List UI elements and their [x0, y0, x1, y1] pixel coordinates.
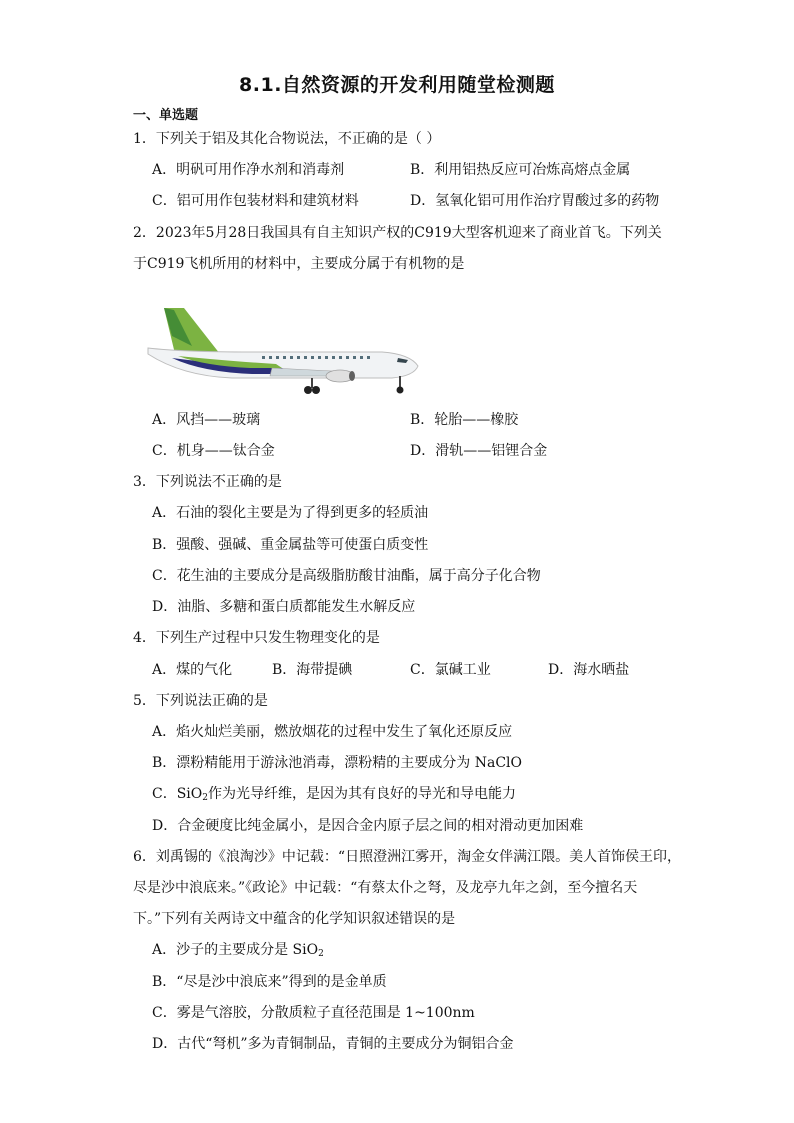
question-5-option-d: D．合金硬度比纯金属小，是因合金内原子层之间的相对滑动更加困难: [152, 818, 584, 834]
question-3-option-c: C．花生油的主要成分是高级脂肪酸甘油酯，属于高分子化合物: [152, 568, 541, 584]
question-5-option-a: A．焰火灿烂美丽，燃放烟花的过程中发生了氧化还原反应: [152, 724, 513, 740]
question-1-option-b: B．利用铝热反应可冶炼高熔点金属: [410, 162, 631, 178]
question-2-stem-line-1: 2．2023年5月28日我国具有自主知识产权的C919大型客机迎来了商业首飞。下列关: [133, 225, 662, 241]
question-3-stem: 3．下列说法不正确的是: [133, 474, 282, 490]
question-5-stem: 5．下列说法正确的是: [133, 693, 268, 709]
question-6-stem-line-2: 尽是沙中浪底来。”《政论》中记载：“有蔡太仆之弩，及龙亭九年之剑，至今擅名天: [133, 880, 638, 896]
question-1-option-a: A．明矾可用作净水剂和消毒剂: [152, 162, 345, 178]
question-4-option-b: B．海带提碘: [272, 662, 353, 678]
question-3-option-b: B．强酸、强碱、重金属盐等可使蛋白质变性: [152, 537, 429, 553]
question-2-option-a: A．风挡——玻璃: [152, 412, 261, 428]
question-4-option-a: A．煤的气化: [152, 662, 233, 678]
question-5-option-c: C．SiO$_2$作为光导纤维，是因为其有良好的导光和导电能力: [152, 786, 516, 803]
question-2-option-b: B．轮胎——橡胶: [410, 412, 519, 428]
question-4-option-d: D．海水晒盐: [548, 662, 630, 678]
question-2-stem-line-2: 于C919飞机所用的材料中，主要成分属于有机物的是: [133, 256, 465, 272]
question-1-stem: 1．下列关于铝及其化合物说法，不正确的是（ ）: [133, 131, 441, 147]
question-1-option-d: D．氢氧化铝可用作治疗胃酸过多的药物: [410, 193, 660, 209]
question-5-option-b: B．漂粉精能用于游泳池消毒，漂粉精的主要成分为 NaClO: [152, 755, 523, 771]
question-1-option-c: C．铝可用作包装材料和建筑材料: [152, 193, 359, 209]
section-heading: 一、单选题: [133, 108, 199, 123]
question-4-option-c: C．氯碱工业: [410, 662, 491, 678]
c919-airplane-illustration: [142, 296, 422, 398]
question-6-option-d: D．古代“弩机”多为青铜制品，青铜的主要成分为铜铝合金: [152, 1036, 514, 1052]
question-6-option-b: B．“尽是沙中浪底来”得到的是金单质: [152, 974, 387, 990]
question-6-option-a: A．沙子的主要成分是 SiO$_2$: [152, 942, 324, 959]
question-2-option-d: D．滑轨——铝锂合金: [410, 443, 548, 459]
question-3-option-a: A．石油的裂化主要是为了得到更多的轻质油: [152, 505, 429, 521]
question-3-option-d: D．油脂、多糖和蛋白质都能发生水解反应: [152, 599, 416, 615]
question-2-option-c: C．机身——钛合金: [152, 443, 275, 459]
question-6-option-c: C．雾是气溶胶，分散质粒子直径范围是 1~100nm: [152, 1005, 475, 1021]
question-4-stem: 4．下列生产过程中只发生物理变化的是: [133, 630, 380, 646]
page-title: 8.1.自然资源的开发利用随堂检测题: [239, 74, 555, 96]
question-6-stem-line-3: 下。”下列有关两诗文中蕴含的化学知识叙述错误的是: [133, 911, 456, 927]
question-6-stem-line-1: 6．刘禹锡的《浪淘沙》中记载：“日照澄洲江雾开，淘金女伴满江隈。美人首饰侯王印，: [133, 849, 682, 865]
